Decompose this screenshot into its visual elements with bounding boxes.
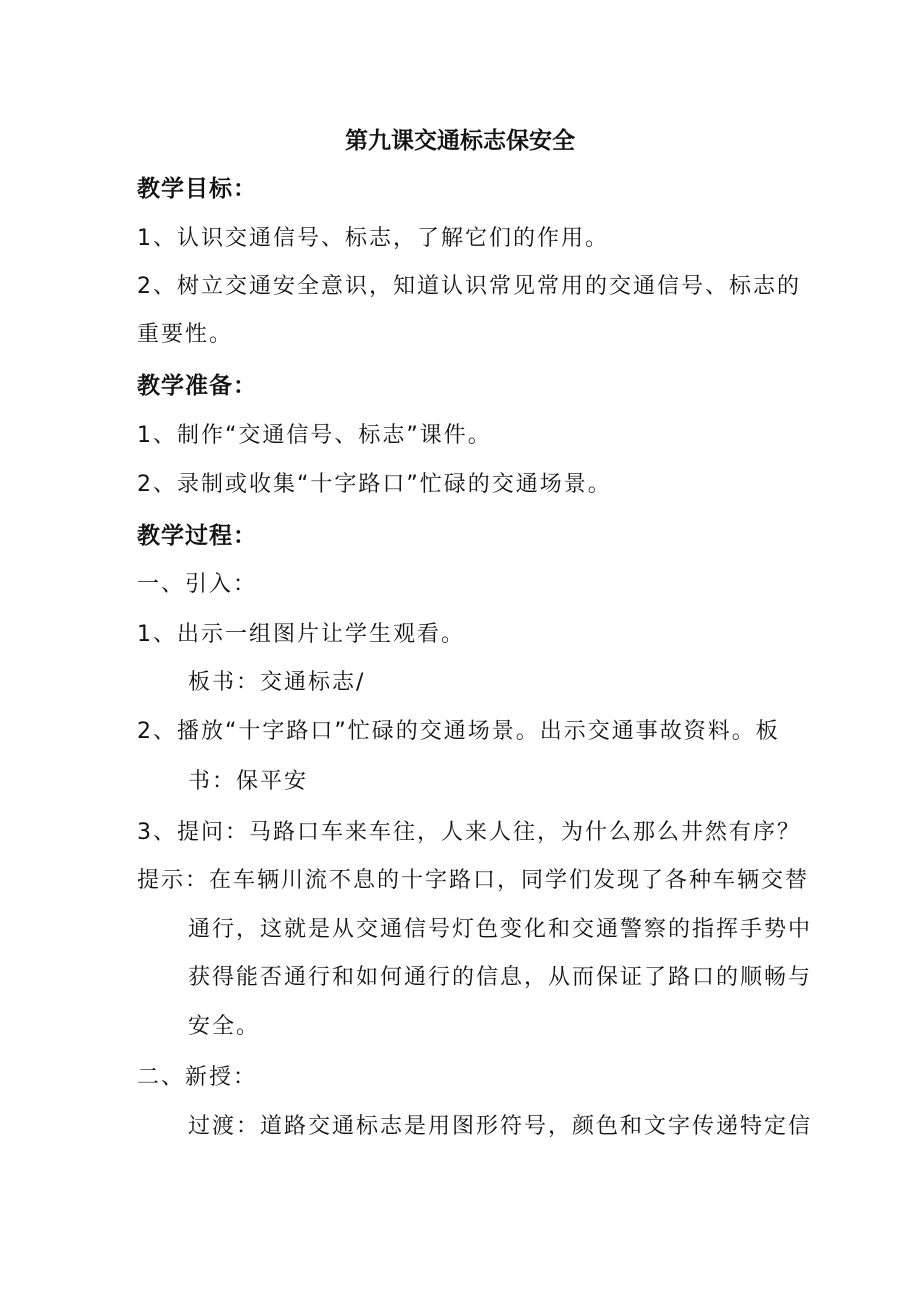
objective-item-2-line-2: 重要性。 (137, 322, 234, 347)
new-lesson-heading: 二、新授： (137, 1065, 258, 1090)
hint-line-1: 提示：在车辆川流不息的十字路口，同学们发现了各种车辆交替 (137, 868, 810, 893)
intro-step-2-line-1: 2、播放“十字路口”忙碌的交通场景。出示交通事故资料。板 (137, 719, 780, 744)
hint-line-4: 安全。 (188, 1014, 261, 1039)
objective-item-1: 1、认识交通信号、标志，了解它们的作用。 (137, 226, 609, 251)
board-note-1: 板书：交通标志/ (188, 670, 366, 695)
process-heading: 教学过程： (137, 523, 257, 549)
preparation-item-2: 2、录制或收集“十字路口”忙碌的交通场景。 (137, 472, 612, 497)
intro-step-2-line-2: 书：保平安 (188, 769, 309, 794)
preparation-item-1: 1、制作“交通信号、标志”课件。 (137, 423, 492, 448)
objectives-heading: 教学目标： (137, 176, 257, 202)
hint-line-2: 通行，这就是从交通信号灯色变化和交通警察的指挥手势中 (188, 917, 813, 942)
transition-text: 过渡：道路交通标志是用图形符号，颜色和文字传递特定信 (188, 1114, 813, 1139)
hint-line-3: 获得能否通行和如何通行的信息，从而保证了路口的顺畅与 (188, 965, 813, 990)
intro-heading: 一、引入： (137, 572, 258, 597)
preparation-heading: 教学准备： (137, 373, 257, 399)
objective-item-2-line-1: 2、树立交通安全意识，知道认识常见常用的交通信号、标志的 (137, 274, 801, 299)
page-title: 第九课交通标志保安全 (345, 128, 575, 154)
intro-step-1: 1、出示一组图片让学生观看。 (137, 622, 465, 647)
intro-step-3: 3、提问：马路口车来车往，人来人往，为什么那么井然有序？ (137, 820, 801, 845)
